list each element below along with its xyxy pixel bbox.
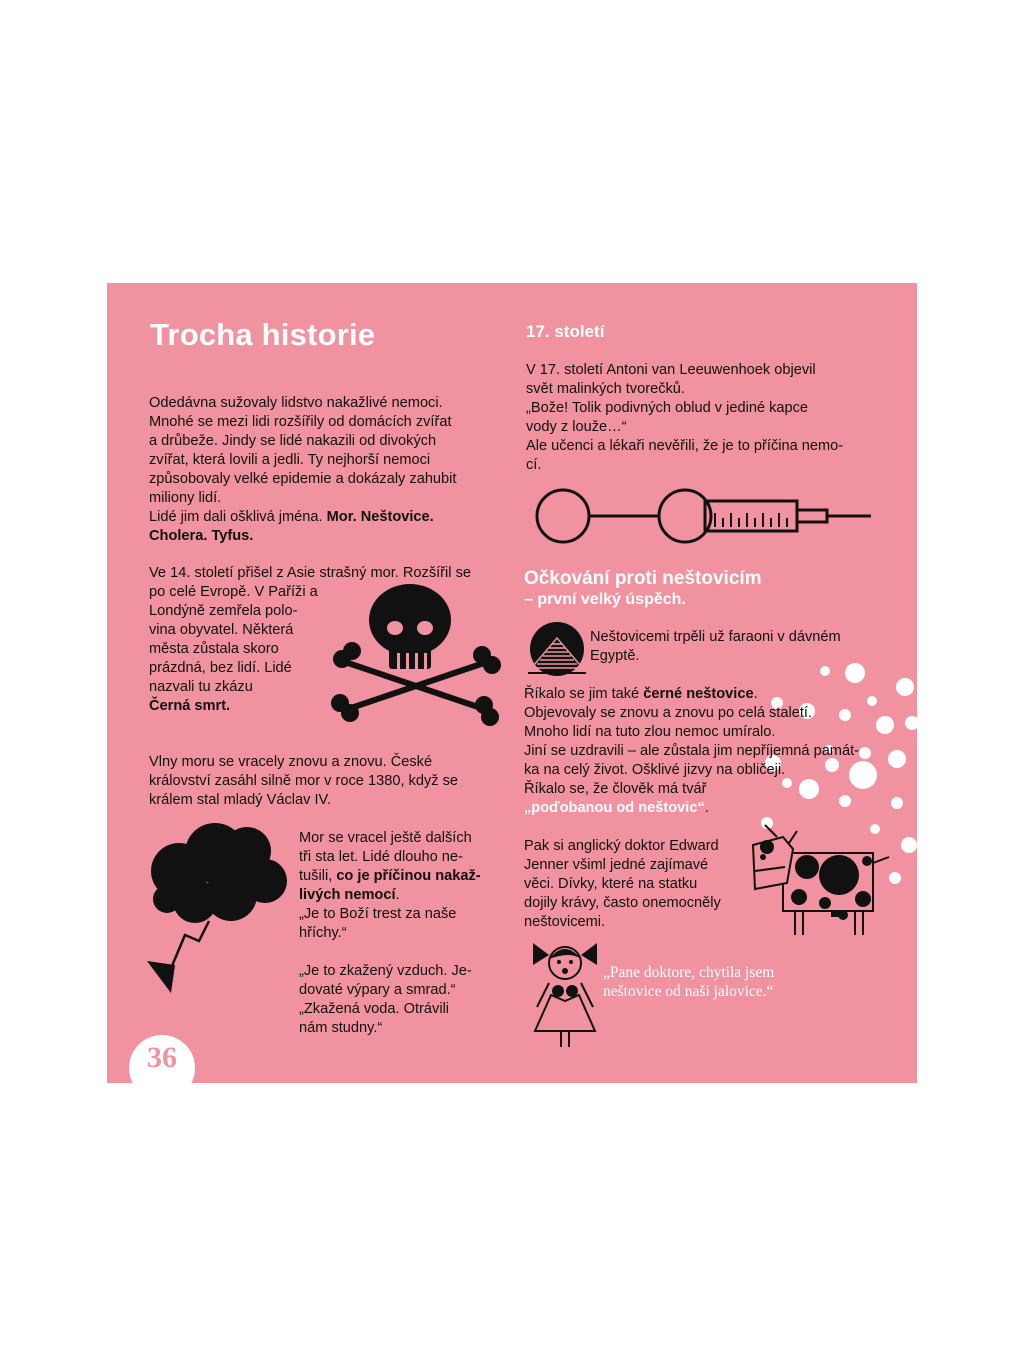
pyramid-sun-icon <box>528 620 586 678</box>
plague-cause-paragraph <box>299 829 519 943</box>
storm-cloud-lightning-icon <box>147 823 292 998</box>
vaccination-heading: Očkování proti neštovicím <box>524 568 762 589</box>
page-title: Trocha historie <box>150 317 376 352</box>
book-page <box>107 283 917 1083</box>
plague-cause-emphasis: co je příčinou nakaž- livých nemocí <box>299 868 481 903</box>
intro-paragraph <box>149 394 499 546</box>
page-number: 36 <box>147 1041 177 1074</box>
black-death-name: Černá smrt. <box>149 698 231 714</box>
pockmarked-face-phrase: „poďobanou od neštovic“ <box>524 800 705 816</box>
plague-cause-text: Mor se vracel ještě dalších tři sta let. Lidé dlouho ne- tušili, <box>299 830 472 884</box>
pharaoh-paragraph: Neštovicemi trpěli už faraoni v dávném Egyptě. <box>590 629 841 664</box>
smallpox-paragraph <box>524 685 894 818</box>
girl-quote: „Pane doktore, chytila jsem neštovice od naší jalovice.“ <box>603 964 775 1000</box>
cow-icon <box>747 823 897 943</box>
smallpox-text-2: . Objevovaly se znovu a znovu po celá staletí. Mnoho lidí na tuto zlou nemoc umíralo. Jiní se uzdravili – ale zůstala jim nepříjemná památ- ka na celý život. Ošklivé jizvy na obličeji. Říkalo se, že člověk má tvář <box>524 686 859 797</box>
plague-quotes-paragraph: „Je to zkažený vzduch. Je- dovaté výpary a smrad.“ „Zkažená voda. Otrávili nám studny.“ <box>299 963 472 1036</box>
black-death-text: Ve 14. století přišel z Asie strašný mor. Rozšířil se po celé Evropě. V Paříži a Londýně zemřela polo- vina obyvatel. Některá města zůstala skoro prázdná, bez lidí. Lidé nazvali tu zkázu <box>149 565 471 695</box>
section-heading-17th-century: 17. století <box>526 322 605 341</box>
disease-names: Mor. Neštovice. Cholera. Tyfus. <box>149 509 434 544</box>
smallpox-text-1: Říkalo se jim také <box>524 686 644 702</box>
girl-icon <box>525 937 605 1049</box>
jenner-paragraph: Pak si anglický doktor Edward Jenner všiml jedné zajímavé věci. Dívky, které na statku dojily krávy, často onemocněly neštovicemi. <box>524 838 721 930</box>
plague-waves-paragraph: Vlny moru se vracely znovu a znovu. České království zasáhl silně mor v roce 1380, když se králem stal mladý Václav IV. <box>149 754 459 808</box>
plague-cause-quote: . „Je to Boží trest za naše hříchy.“ <box>299 887 457 941</box>
black-smallpox-name: černé neštovice <box>643 686 754 702</box>
leeuwenhoek-paragraph: V 17. století Antoni van Leeuwenhoek objevil svět malinkých tvorečků. „Bože! Tolik podivných oblud v jediné kapce vody z louže…“ Ale učenci a lékaři nevěřili, že je to příčina nemo- cí. <box>526 362 844 473</box>
skull-crossbones-icon <box>332 583 502 728</box>
page-number-badge <box>129 1035 195 1083</box>
intro-text: Odedávna sužovaly lidstvo nakažlivé nemoci. Mnohé se mezi lidi rozšířily od domácích zvířat a drůbeže. Jindy se lidé nakazili od divokých zvířat, která lovili a jedli. Ty nejhorší nemoci způsobovaly velké epidemie a dokázaly zahubit miliony lidí. Lidé jim dali ošklivá jména. <box>149 395 457 525</box>
microscope-syringe-icon <box>535 487 875 549</box>
vaccination-subheading: – první velký úspěch. <box>524 591 686 608</box>
smallpox-text-3: . <box>704 800 709 816</box>
